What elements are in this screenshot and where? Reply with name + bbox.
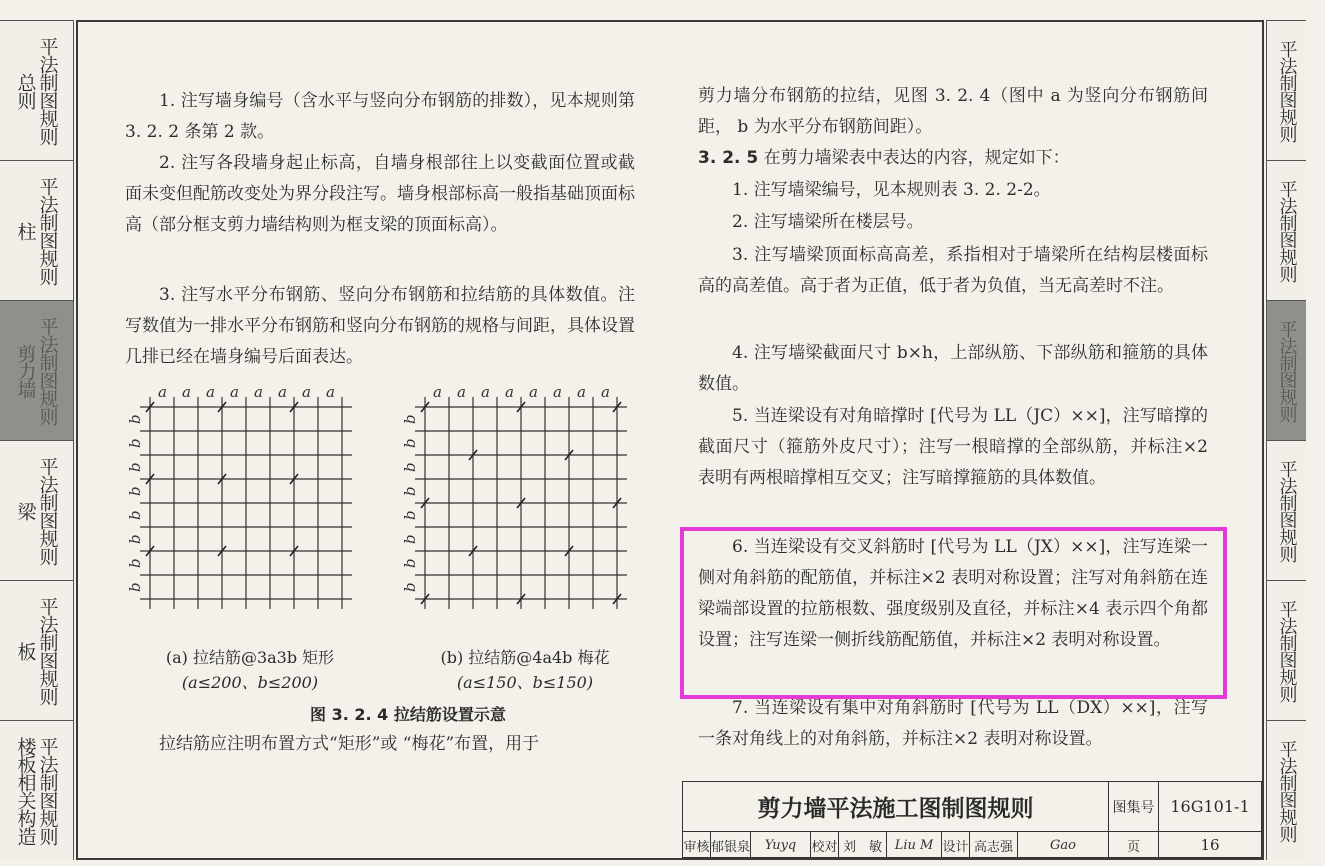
left-tab-prefix: 总则 xyxy=(14,72,37,109)
item-2: 2. 注写墙梁所在楼层号。 xyxy=(732,212,924,232)
item-4: 4. 注写墙梁截面尺寸 b×h，上部纵筋、下部纵筋和箍筋的具体数值。 xyxy=(698,343,1208,394)
clause-3-2-5 xyxy=(698,143,1218,174)
page-number: 16 xyxy=(1200,836,1220,854)
check-label: 校对 xyxy=(811,832,839,858)
left-tab-series: 平法制图规则 xyxy=(36,736,59,845)
spacing-label-b: b xyxy=(126,438,144,448)
figure-title: 图 3. 2. 4 拉结筋设置示意 xyxy=(310,705,506,724)
left-tab-series: 平法制图规则 xyxy=(36,36,59,145)
left-tab-4[interactable] xyxy=(0,440,74,580)
right-tab-2[interactable] xyxy=(1266,160,1306,300)
spacing-label-a: a xyxy=(433,385,442,401)
clause-number: 3. 2. 5 xyxy=(698,148,759,168)
spacing-label-a: a xyxy=(481,385,490,401)
item-3: 3. 注写墙梁顶面标高高差，系指相对于墙梁所在结构层楼面标高的高差值。高于者为正值，低于者为负值，当无高差时不注。 xyxy=(698,245,1208,296)
atlas-label: 图集号 xyxy=(1109,782,1159,832)
caption-b-line1: (b) 拉结筋@4a4b 梅花 xyxy=(440,648,610,667)
spacing-label-b: b xyxy=(401,414,419,424)
left-tab-6[interactable] xyxy=(0,720,74,860)
paragraph-after-figure: 拉结筋应注明布置方式“矩形”或 “梅花”布置，用于 xyxy=(159,734,540,754)
spacing-label-b: b xyxy=(126,486,144,496)
right-tab-6[interactable] xyxy=(1266,720,1306,860)
spacing-label-b: b xyxy=(126,462,144,472)
spacing-label-a: a xyxy=(278,385,287,401)
right-tab-4[interactable] xyxy=(1266,440,1306,580)
highlight-box xyxy=(680,527,1227,699)
spacing-label-a: a xyxy=(505,385,514,401)
left-tab-3[interactable] xyxy=(0,300,74,440)
left-tab-1[interactable] xyxy=(0,20,74,160)
right-tab-series: 平法制图规则 xyxy=(1276,599,1298,702)
spacing-label-b: b xyxy=(401,438,419,448)
left-tab-series: 平法制图规则 xyxy=(36,176,59,285)
spacing-label-a: a xyxy=(326,385,335,401)
right-tab-5[interactable] xyxy=(1266,580,1306,720)
spacing-label-b: b xyxy=(126,510,144,520)
spacing-label-b: b xyxy=(401,582,419,592)
left-tab-series: 平法制图规则 xyxy=(36,596,59,705)
spacing-label-b: b xyxy=(401,486,419,496)
spacing-label-a: a xyxy=(206,385,215,401)
spacing-label-b: b xyxy=(126,558,144,568)
spacing-label-a: a xyxy=(230,385,239,401)
right-tab-series: 平法制图规则 xyxy=(1276,459,1298,562)
title-block xyxy=(682,781,1262,858)
spacing-label-b: b xyxy=(401,510,419,520)
paragraph-continued: 剪力墙分布钢筋的拉结，见图 3. 2. 4（图中 a 为竖向分布钢筋间距， b 为水平分布钢筋间距）。 xyxy=(698,86,1208,137)
caption-a-line2: (a≤200、b≤200) xyxy=(181,673,319,692)
atlas-number: 16G101-1 xyxy=(1159,782,1261,832)
left-tab-series: 平法制图规则 xyxy=(36,456,59,565)
right-tab-series: 平法制图规则 xyxy=(1276,739,1298,842)
right-tab-3[interactable] xyxy=(1266,300,1306,440)
review-label: 审核 xyxy=(683,832,711,858)
left-tab-2[interactable] xyxy=(0,160,74,300)
spacing-label-b: b xyxy=(126,414,144,424)
design-label: 设计 xyxy=(942,832,970,858)
page-label: 页 xyxy=(1109,832,1159,858)
caption-a-line1: (a) 拉结筋@3a3b 矩形 xyxy=(165,648,335,667)
right-tab-series: 平法制图规则 xyxy=(1276,179,1298,282)
left-tab-prefix: 板 xyxy=(14,641,37,660)
left-tab-prefix: 柱 xyxy=(14,221,37,240)
spacing-label-b: b xyxy=(401,534,419,544)
design-name: 高志强 xyxy=(970,832,1018,858)
paragraph-3: 3. 注写水平分布钢筋、竖向分布钢筋和拉结筋的具体数值。注写数值为一排水平分布钢筋和竖向分布钢筋的规格与间距，具体设置几排已经在墙身编号后面表达。 xyxy=(125,285,635,367)
review-name: 郁银泉 xyxy=(711,832,751,858)
drawing-title: 剪力墙平法施工图制图规则 xyxy=(683,782,1109,832)
left-tab-series: 平法制图规则 xyxy=(36,316,59,425)
left-chapter-tabs xyxy=(0,20,76,860)
left-tab-prefix: 剪力墙 xyxy=(14,343,37,398)
spacing-label-b: b xyxy=(126,534,144,544)
left-tab-5[interactable] xyxy=(0,580,74,720)
item-7: 7. 当连梁设有集中对角斜筋时 [代号为 LL（DX）××]，注写一条对角线上的对角斜筋，并标注×2 表明对称设置。 xyxy=(698,698,1208,749)
spacing-label-a: a xyxy=(158,385,167,401)
caption-b-line2: (a≤150、b≤150) xyxy=(456,673,594,692)
right-chapter-tabs xyxy=(1266,20,1325,860)
paragraph-1: 1. 注写墙身编号（含水平与竖向分布钢筋的排数），见本规则第 3. 2. 2 条第 2 款。 xyxy=(125,91,635,142)
review-signature: Yuyq xyxy=(751,832,811,858)
tie-bar-figure xyxy=(120,385,660,635)
right-tab-1[interactable] xyxy=(1266,20,1306,160)
spacing-label-a: a xyxy=(254,385,263,401)
spacing-label-a: a xyxy=(302,385,311,401)
spacing-label-a: a xyxy=(553,385,562,401)
paragraph-2: 2. 注写各段墙身起止标高，自墙身根部往上以变截面位置或截面未变但配筋改变处为界分段注写。墙身根部标高一般指基础顶面标高（部分框支剪力墙结构则为框支梁的顶面标高）。 xyxy=(125,153,635,235)
right-tab-series: 平法制图规则 xyxy=(1276,319,1298,422)
item-1: 1. 注写墙梁编号，见本规则表 3. 2. 2-2。 xyxy=(732,180,1051,200)
check-signature: Liu M xyxy=(887,832,942,858)
check-name: 刘 敏 xyxy=(839,832,887,858)
spacing-label-b: b xyxy=(401,558,419,568)
spacing-label-a: a xyxy=(182,385,191,401)
left-tab-prefix: 楼板相关构造 xyxy=(14,736,37,845)
spacing-label-b: b xyxy=(126,582,144,592)
spacing-label-a: a xyxy=(601,385,610,401)
spacing-label-a: a xyxy=(529,385,538,401)
spacing-label-a: a xyxy=(577,385,586,401)
spacing-label-a: a xyxy=(457,385,466,401)
spacing-label-b: b xyxy=(401,462,419,472)
item-5: 5. 当连梁设有对角暗撑时 [代号为 LL（JC）××]，注写暗撑的截面尺寸（箍筋外皮尺寸）；注写一根暗撑的全部纵筋，并标注×2 表明有两根暗撑相互交叉；注写暗撑箍筋的具体数值。 xyxy=(698,406,1208,488)
design-signature: Gao xyxy=(1018,832,1109,858)
signature-row xyxy=(683,832,1261,858)
item-6: 6. 当连梁设有交叉斜筋时 [代号为 LL（JX）××]，注写连梁一侧对角斜筋的配筋值，并标注×2 表明对称设置；注写对角斜筋在连梁端部设置的拉筋根数、强度级别及直径，并标注×4 表示四个角都设置；注写连梁一侧折线筋配筋值，并标注×2 表明对称设置。 xyxy=(698,537,1208,650)
left-tab-prefix: 梁 xyxy=(14,501,37,520)
clause-text: 在剪力墙梁表中表达的内容，规定如下： xyxy=(758,148,1070,168)
right-tab-series: 平法制图规则 xyxy=(1276,39,1298,142)
